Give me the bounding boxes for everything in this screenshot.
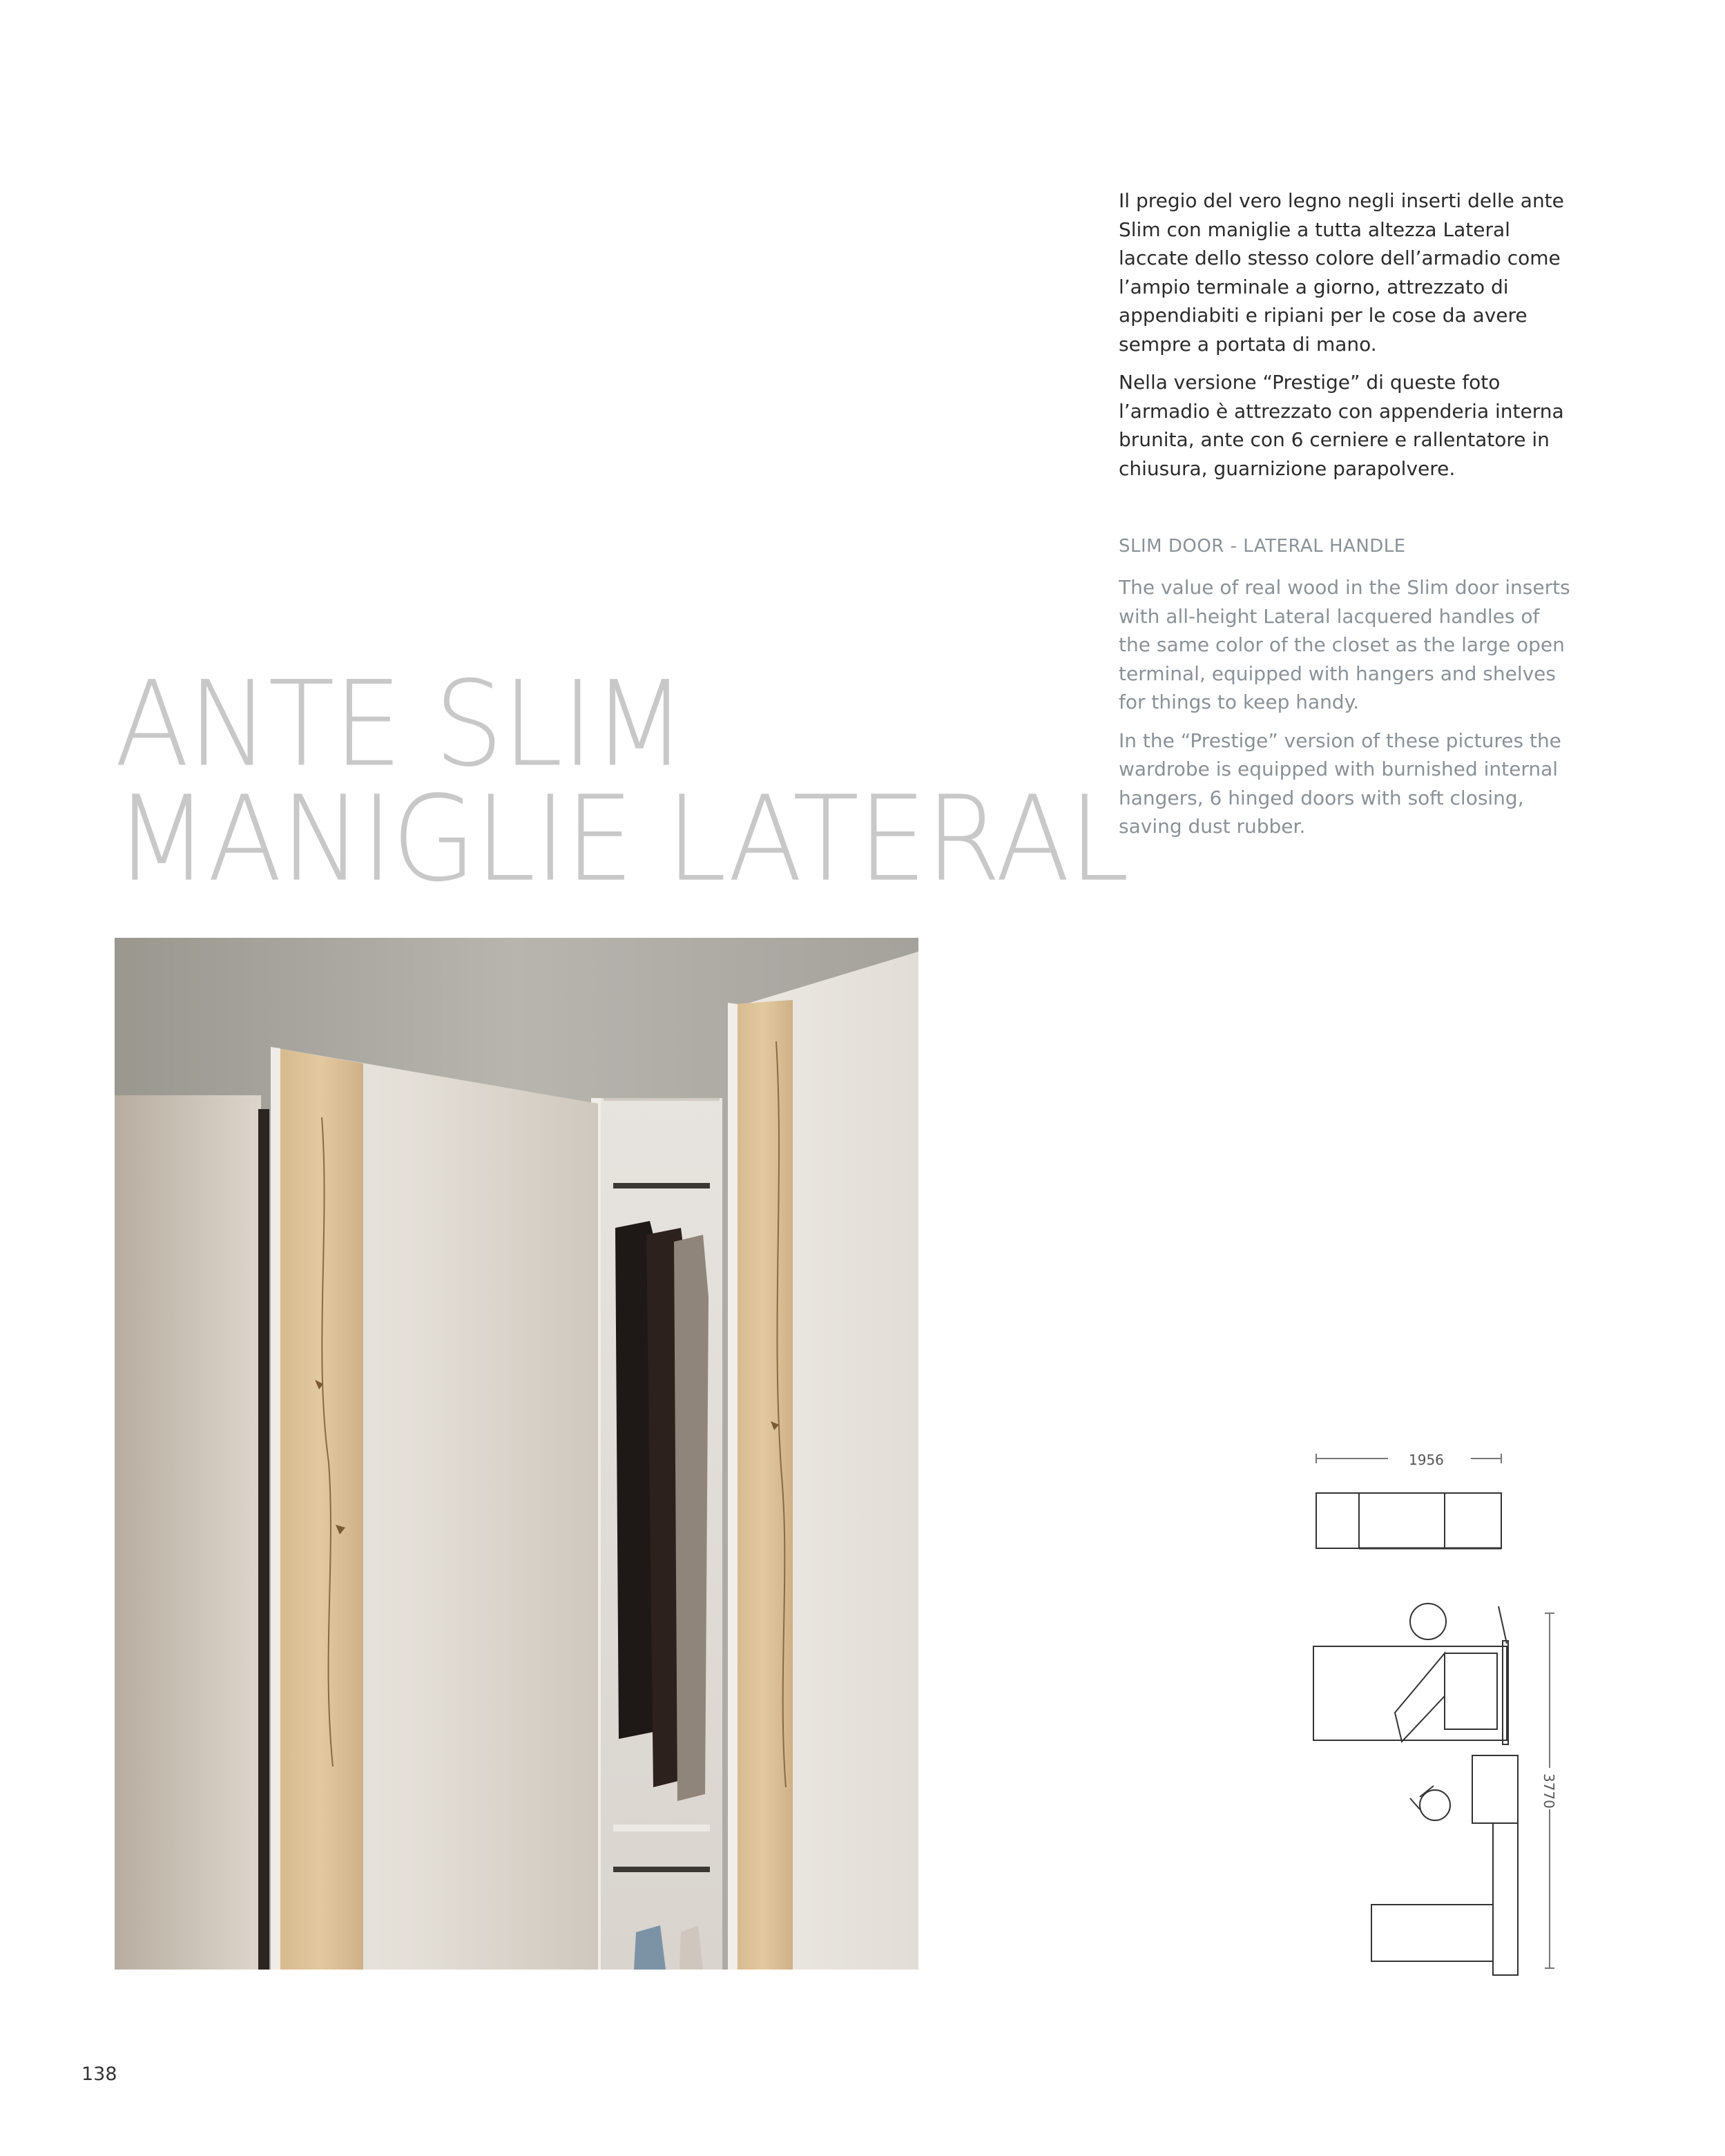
title-line-1: ANTE SLIM — [115, 655, 686, 793]
english-paragraph-2: In the “Prestige” version of these pictures the wardrobe is equipped with burnished internal hangers, 6 hinged doors with soft closing, saving dust rubber. — [1119, 729, 1561, 838]
title-line-2: MANIGLIE LATERAL — [115, 771, 1128, 908]
italian-paragraph-1: Il pregio del vero legno negli inserti delle ante Slim con maniglie a tutta altezza Lateral laccate dello stesso colore dell’armadio come l’ampio terminale a giorno, attrezzato di appendiabiti e ripiani per le cose da avere sempre a portata di mano. — [1119, 189, 1564, 356]
plan-depth-label: 3770 — [1541, 1773, 1557, 1809]
english-paragraph-1: The value of real wood in the Slim door inserts with all-height Lateral lacquered handles of the same color of the closet as the large open terminal, equipped with hangers and shelves for things to keep handy. — [1119, 576, 1570, 713]
floor-plan-diagram — [1298, 1436, 1574, 1989]
english-description — [1119, 573, 1574, 851]
plan-width-label: 1956 — [1409, 1452, 1444, 1468]
italian-description — [1119, 186, 1574, 492]
wardrobe-photo — [115, 938, 918, 1970]
page-number: 138 — [81, 2063, 117, 2085]
english-heading: SLIM DOOR - LATERAL HANDLE — [1119, 536, 1406, 557]
page-title — [115, 655, 1128, 908]
italian-paragraph-2: Nella versione “Prestige” di queste foto l’armadio è attrezzato con appenderia interna brunita, ante con 6 cerniere e rallentatore in chiusura, guarnizione parapolvere. — [1119, 371, 1564, 480]
